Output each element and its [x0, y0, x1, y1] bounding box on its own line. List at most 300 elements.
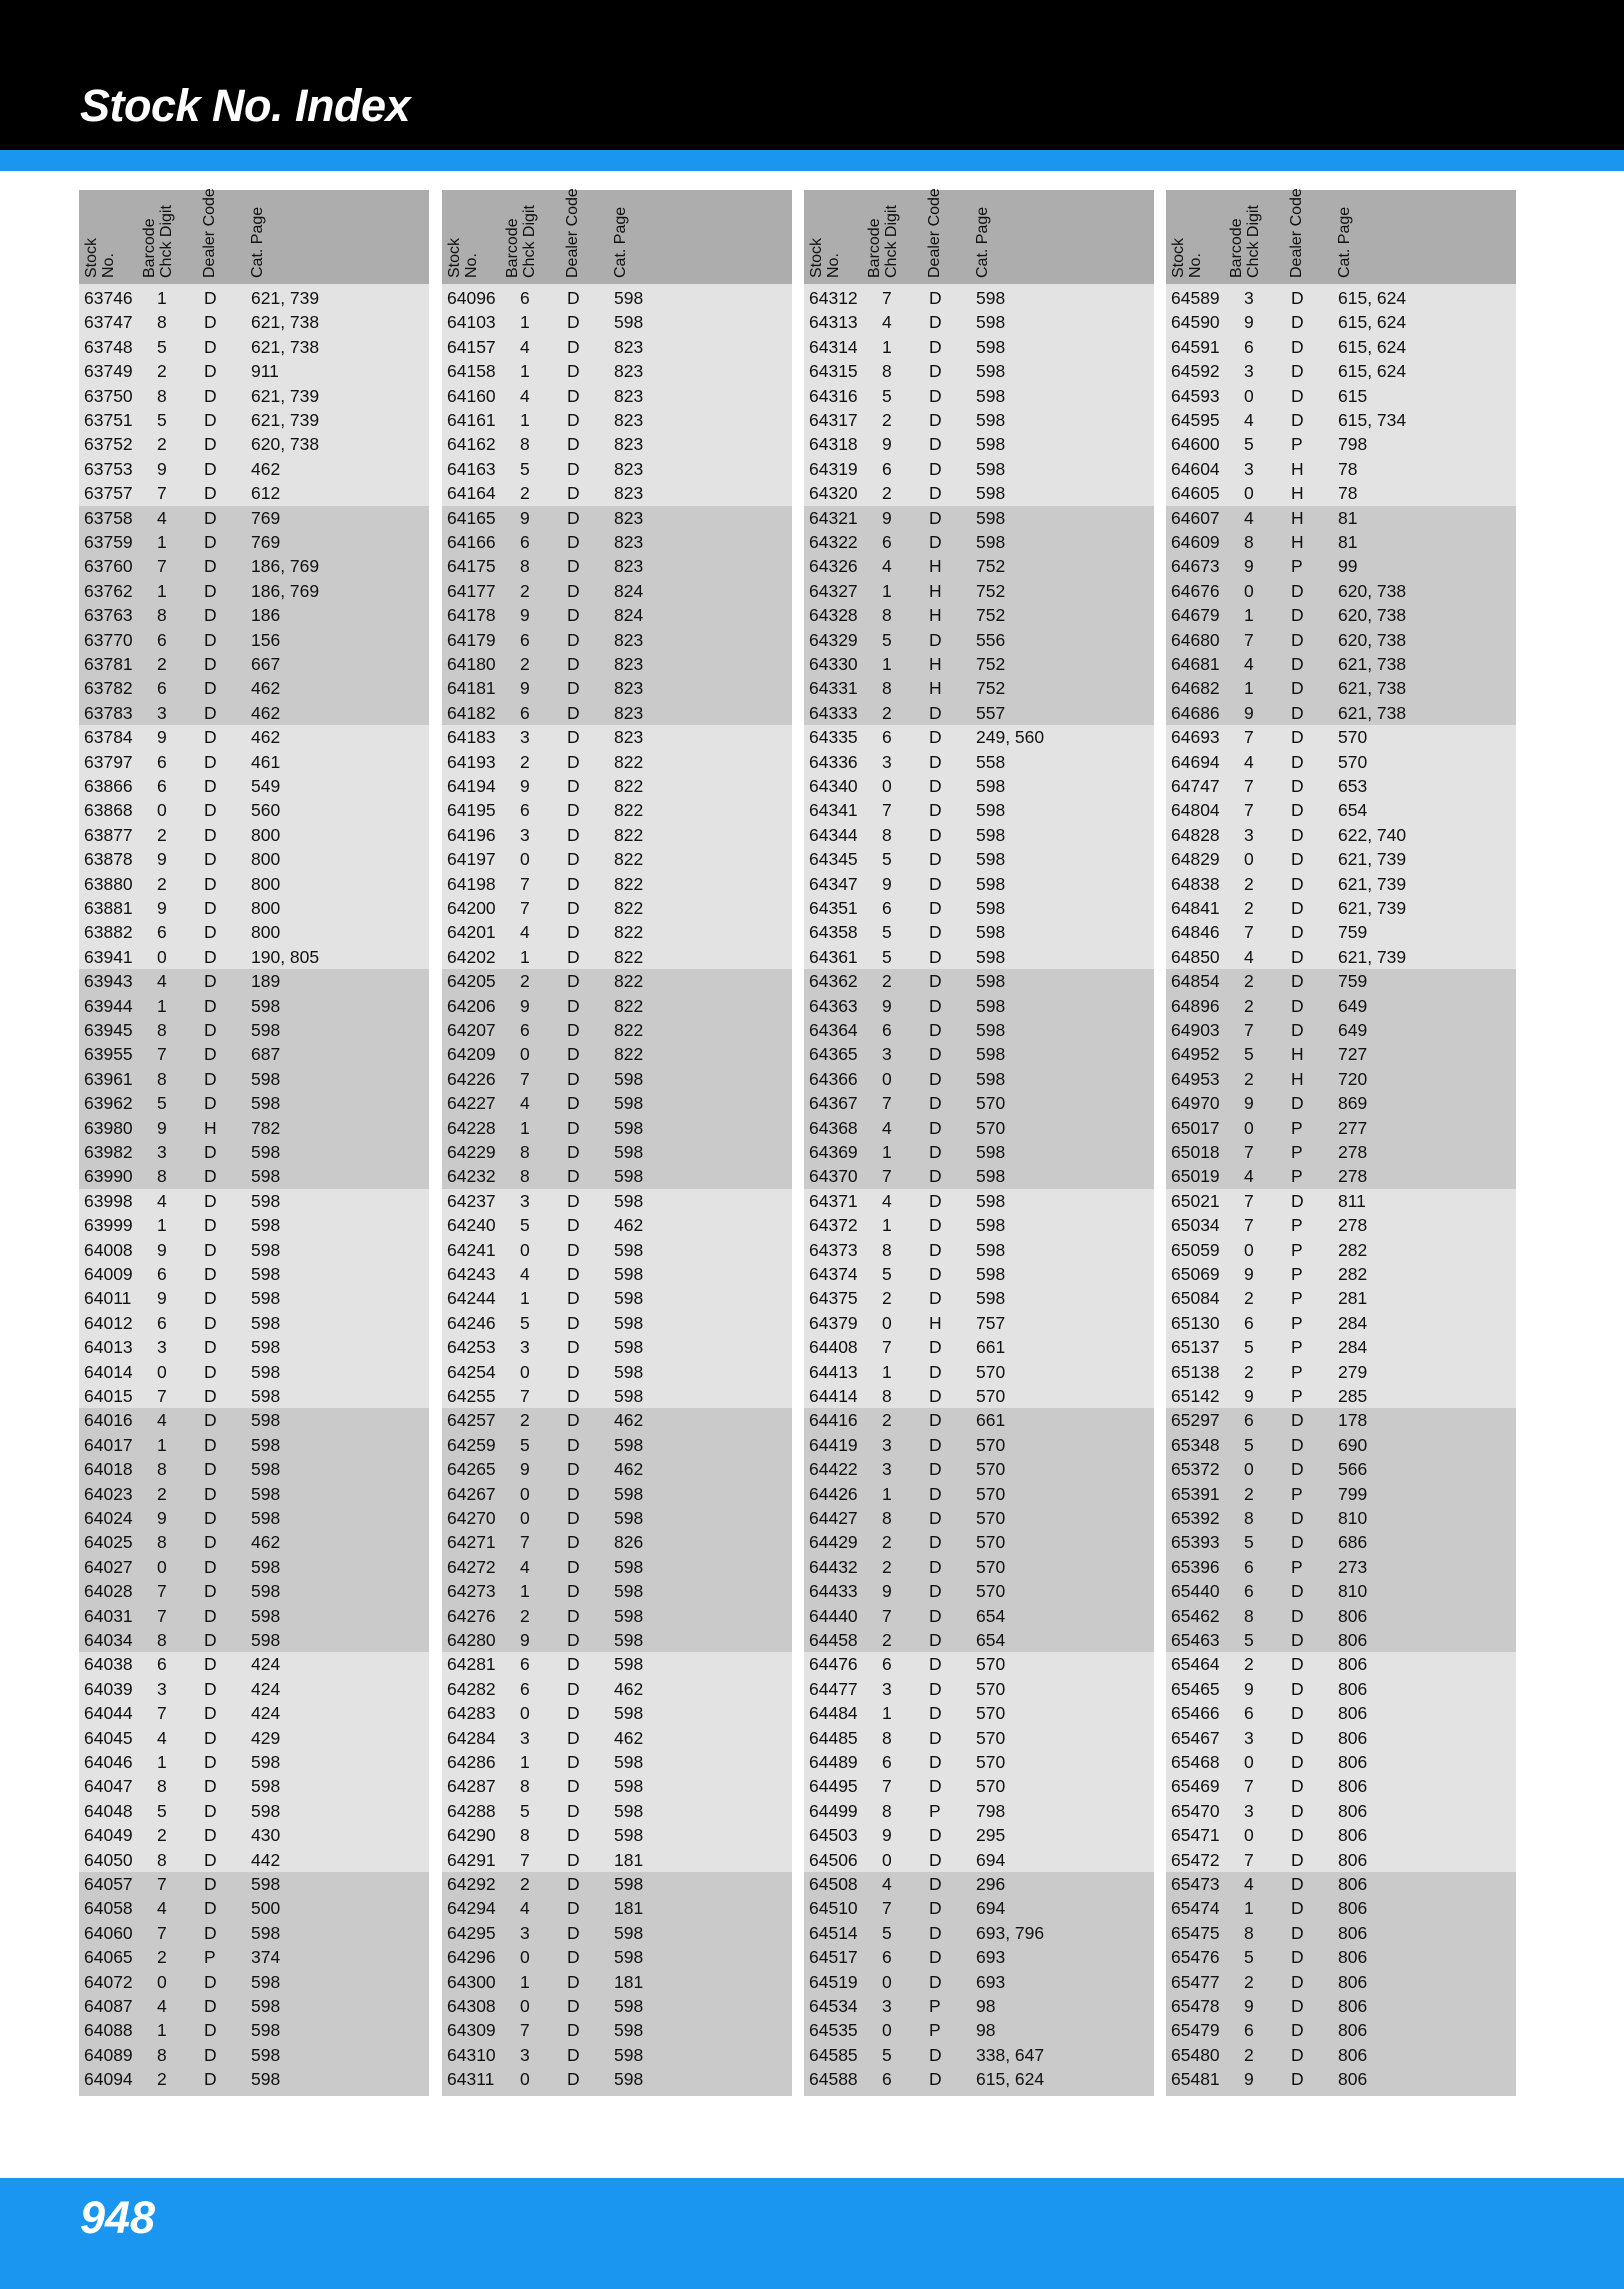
catalog-page: 570 — [1338, 727, 1368, 748]
dealer-code: D — [204, 1898, 217, 1919]
dealer-code: D — [567, 1263, 580, 1284]
catalog-page: 570 — [976, 1751, 1006, 1772]
catalog-page: 189 — [251, 971, 281, 992]
table-row — [79, 945, 429, 969]
stock-number: 64854 — [1171, 971, 1220, 992]
stock-number: 64182 — [447, 702, 496, 723]
catalog-page: 598 — [251, 1190, 281, 1211]
table-row — [79, 750, 429, 774]
header-accent-stripe — [0, 150, 1624, 171]
dealer-code: D — [204, 580, 217, 601]
table-row — [1166, 1067, 1516, 1091]
dealer-code: D — [204, 678, 217, 699]
dealer-code: H — [1291, 1068, 1304, 1089]
table-row — [804, 1091, 1154, 1115]
table-row — [1166, 1408, 1516, 1432]
stock-number: 64311 — [447, 2069, 495, 2090]
catalog-page: 752 — [976, 580, 1006, 601]
stock-number: 65372 — [1171, 1459, 1220, 1480]
catalog-page: 598 — [251, 1239, 281, 1260]
catalog-page: 598 — [976, 922, 1006, 943]
dealer-code: D — [567, 873, 580, 894]
check-digit: 6 — [1244, 336, 1254, 357]
stock-number: 64503 — [809, 1825, 858, 1846]
table-row — [79, 1506, 429, 1530]
catalog-page: 649 — [1338, 995, 1368, 1016]
stock-number: 64315 — [809, 361, 858, 382]
catalog-page: 822 — [614, 751, 644, 772]
catalog-page: 693 — [976, 1947, 1006, 1968]
check-digit: 4 — [157, 971, 167, 992]
stock-number: 64419 — [809, 1434, 858, 1455]
catalog-page: 598 — [614, 1947, 644, 1968]
check-digit: 6 — [520, 629, 530, 650]
check-digit: 3 — [520, 1727, 530, 1748]
table-row — [804, 896, 1154, 920]
table-row — [804, 1140, 1154, 1164]
catalog-page: 598 — [251, 1019, 281, 1040]
dealer-code: D — [929, 1703, 942, 1724]
table-row — [804, 408, 1154, 432]
table-row — [804, 1872, 1154, 1896]
catalog-page: 911 — [251, 361, 279, 382]
catalog-page: 806 — [1338, 1703, 1368, 1724]
stock-number: 64209 — [447, 1044, 496, 1065]
catalog-page: 181 — [614, 1971, 644, 1992]
stock-number: 64246 — [447, 1312, 496, 1333]
table-row — [1166, 1213, 1516, 1237]
stock-number: 65463 — [1171, 1629, 1220, 1650]
dealer-code: D — [1291, 702, 1304, 723]
stock-number: 64366 — [809, 1068, 858, 1089]
table-row — [79, 1604, 429, 1628]
check-digit: 3 — [1244, 824, 1254, 845]
stock-number: 64322 — [809, 531, 858, 552]
stock-number: 64195 — [447, 800, 496, 821]
dealer-code: H — [1291, 458, 1304, 479]
catalog-page: 800 — [251, 873, 281, 894]
stock-number: 64604 — [1171, 458, 1220, 479]
stock-number: 64094 — [84, 2069, 133, 2090]
table-row — [804, 1360, 1154, 1384]
check-digit: 1 — [882, 1483, 892, 1504]
stock-number: 64489 — [809, 1751, 858, 1772]
stock-number: 64038 — [84, 1654, 133, 1675]
dealer-code: P — [204, 1947, 216, 1968]
catalog-page: 667 — [251, 653, 281, 674]
check-digit: 2 — [520, 1874, 530, 1894]
dealer-code: D — [204, 1581, 217, 1602]
dealer-code: D — [567, 1874, 580, 1894]
dealer-code: P — [929, 2020, 941, 2041]
catalog-page: 752 — [976, 556, 1006, 577]
catalog-page: 769 — [251, 507, 281, 528]
catalog-page: 570 — [976, 1581, 1006, 1602]
check-digit: 4 — [520, 1556, 530, 1577]
stock-number: 64201 — [447, 922, 496, 943]
check-digit: 9 — [520, 507, 530, 528]
index-column-4 — [1166, 190, 1516, 2098]
stock-number: 64495 — [809, 1776, 858, 1797]
table-row — [442, 384, 792, 408]
stock-number: 65477 — [1171, 1971, 1220, 1992]
dealer-code: D — [1291, 849, 1304, 870]
dealer-code: D — [929, 531, 942, 552]
table-row — [1166, 1872, 1516, 1896]
dealer-code: D — [204, 361, 217, 382]
catalog-page: 462 — [614, 1727, 644, 1748]
dealer-code: D — [929, 385, 942, 406]
check-digit: 6 — [882, 727, 892, 748]
catalog-page: 598 — [976, 336, 1006, 357]
catalog-page: 296 — [976, 1874, 1006, 1894]
dealer-code: D — [204, 1751, 217, 1772]
catalog-page: 822 — [614, 946, 644, 967]
stock-number: 64015 — [84, 1385, 133, 1406]
dealer-code: D — [204, 1288, 217, 1309]
table-row — [1166, 335, 1516, 359]
check-digit: 1 — [520, 410, 530, 430]
stock-number: 63753 — [84, 458, 133, 479]
catalog-page: 598 — [251, 1068, 281, 1089]
dealer-code: D — [929, 775, 942, 796]
stock-number: 63783 — [84, 702, 133, 723]
dealer-code: D — [1291, 727, 1304, 748]
dealer-code: D — [567, 702, 580, 723]
dealer-code: D — [1291, 800, 1304, 821]
dealer-code: D — [204, 312, 217, 333]
check-digit: 7 — [157, 1874, 167, 1894]
dealer-code: P — [1291, 1166, 1303, 1187]
table-row — [442, 847, 792, 871]
dealer-code: D — [567, 1019, 580, 1040]
catalog-page: 800 — [251, 849, 281, 870]
stock-number: 64292 — [447, 1874, 496, 1894]
dealer-code: D — [204, 336, 217, 357]
catalog-page: 598 — [976, 361, 1006, 382]
check-digit: 6 — [882, 1019, 892, 1040]
check-digit: 5 — [882, 1263, 892, 1284]
table-row — [1166, 1896, 1516, 1920]
check-digit: 5 — [520, 1215, 530, 1236]
table-row — [804, 1823, 1154, 1847]
stock-number: 64609 — [1171, 531, 1220, 552]
stock-number: 63758 — [84, 507, 133, 528]
check-digit: 0 — [882, 1849, 892, 1870]
table-row — [804, 1262, 1154, 1286]
catalog-page: 98 — [976, 2020, 996, 2041]
dealer-code: D — [204, 1556, 217, 1577]
check-digit: 4 — [882, 1190, 892, 1211]
catalog-page: 822 — [614, 873, 644, 894]
dealer-code: D — [929, 849, 942, 870]
catalog-page: 822 — [614, 995, 644, 1016]
dealer-code: D — [204, 1483, 217, 1504]
check-digit: 5 — [520, 1434, 530, 1455]
stock-number: 64426 — [809, 1483, 858, 1504]
check-digit: 1 — [882, 1361, 892, 1382]
check-digit: 1 — [520, 1117, 530, 1138]
dealer-code: D — [1291, 922, 1304, 943]
catalog-page: 598 — [251, 1093, 281, 1114]
stock-number: 65480 — [1171, 2044, 1220, 2065]
dealer-code: D — [1291, 1898, 1304, 1919]
catalog-page: 273 — [1338, 1556, 1368, 1577]
stock-number: 64291 — [447, 1849, 496, 1870]
table-row — [804, 1189, 1154, 1213]
check-digit: 0 — [882, 1971, 892, 1992]
stock-number: 64364 — [809, 1019, 858, 1040]
check-digit: 6 — [520, 702, 530, 723]
stock-number: 64374 — [809, 1263, 858, 1284]
check-digit: 9 — [1244, 1385, 1254, 1406]
check-digit: 3 — [1244, 458, 1254, 479]
catalog-page: 759 — [1338, 971, 1368, 992]
check-digit: 2 — [1244, 873, 1254, 894]
check-digit: 2 — [882, 1532, 892, 1553]
stock-number: 64328 — [809, 605, 858, 626]
catalog-page: 556 — [976, 629, 1006, 650]
row-group — [1166, 506, 1516, 726]
table-row — [1166, 1652, 1516, 1676]
table-row — [1166, 1799, 1516, 1823]
table-row — [442, 1628, 792, 1652]
check-digit: 1 — [157, 1434, 167, 1455]
check-digit: 5 — [882, 1922, 892, 1943]
check-digit: 1 — [882, 1703, 892, 1724]
check-digit: 1 — [882, 653, 892, 674]
dealer-code: D — [1291, 1751, 1304, 1772]
catalog-page: 598 — [614, 1581, 644, 1602]
stock-number: 64591 — [1171, 336, 1220, 357]
dealer-code: D — [204, 507, 217, 528]
dealer-code: P — [1291, 1483, 1303, 1504]
stock-number: 63990 — [84, 1166, 133, 1187]
stock-number: 64841 — [1171, 897, 1220, 918]
stock-number: 64243 — [447, 1263, 496, 1284]
table-row — [442, 1286, 792, 1310]
check-digit: 9 — [1244, 312, 1254, 333]
stock-number: 63961 — [84, 1068, 133, 1089]
check-digit: 7 — [882, 800, 892, 821]
column-header — [804, 190, 1154, 284]
check-digit: 2 — [157, 1825, 167, 1846]
catalog-page: 570 — [976, 1117, 1006, 1138]
table-row — [1166, 432, 1516, 456]
catalog-page: 752 — [976, 653, 1006, 674]
check-digit: 6 — [882, 897, 892, 918]
catalog-page: 824 — [614, 605, 644, 626]
catalog-page: 181 — [614, 1849, 644, 1870]
catalog-page: 598 — [251, 1922, 281, 1943]
dealer-code: D — [204, 995, 217, 1016]
dealer-code: D — [204, 1068, 217, 1089]
table-row — [79, 676, 429, 700]
table-row — [1166, 1579, 1516, 1603]
stock-number: 64693 — [1171, 727, 1220, 748]
dealer-code: D — [567, 1751, 580, 1772]
check-digit: 3 — [520, 824, 530, 845]
dealer-code: D — [567, 483, 580, 504]
stock-number: 64244 — [447, 1288, 496, 1309]
check-digit: 3 — [520, 1922, 530, 1943]
check-digit: 2 — [157, 361, 167, 382]
stock-number: 64206 — [447, 995, 496, 1016]
stock-number: 63748 — [84, 336, 133, 357]
table-row — [442, 750, 792, 774]
stock-number: 64241 — [447, 1239, 496, 1260]
catalog-page: 806 — [1338, 1874, 1368, 1894]
stock-number: 64361 — [809, 946, 858, 967]
dealer-code: D — [567, 897, 580, 918]
catalog-page: 824 — [614, 580, 644, 601]
dealer-code: D — [567, 1410, 580, 1431]
catalog-page: 462 — [614, 1215, 644, 1236]
catalog-page: 598 — [251, 1800, 281, 1821]
dealer-code: H — [1291, 483, 1304, 504]
catalog-page: 99 — [1338, 556, 1358, 577]
check-digit: 9 — [1244, 1678, 1254, 1699]
dealer-code: P — [1291, 1337, 1303, 1358]
check-digit: 1 — [1244, 678, 1254, 699]
check-digit: 2 — [1244, 1288, 1254, 1309]
row-group — [1166, 1872, 1516, 2096]
table-row — [79, 1750, 429, 1774]
table-row — [1166, 823, 1516, 847]
dealer-code: D — [929, 507, 942, 528]
check-digit: 9 — [882, 1581, 892, 1602]
table-row — [442, 676, 792, 700]
catalog-page: 462 — [251, 702, 281, 723]
check-digit: 5 — [520, 1312, 530, 1333]
row-group — [804, 969, 1154, 1189]
catalog-page: 823 — [614, 556, 644, 577]
dealer-code: D — [567, 1093, 580, 1114]
dealer-code: D — [1291, 1434, 1304, 1455]
header-check-digit: Barcode Chck Digit — [141, 205, 175, 278]
dealer-code: D — [567, 434, 580, 455]
stock-number: 64178 — [447, 605, 496, 626]
row-group — [804, 506, 1154, 726]
dealer-code: P — [1291, 1215, 1303, 1236]
stock-number: 64229 — [447, 1141, 496, 1162]
header-cat-page: Cat. Page — [612, 206, 629, 278]
catalog-page: 806 — [1338, 1849, 1368, 1870]
stock-number: 64896 — [1171, 995, 1220, 1016]
catalog-page: 570 — [976, 1459, 1006, 1480]
table-row — [1166, 750, 1516, 774]
table-row — [79, 1189, 429, 1213]
check-digit: 0 — [520, 1483, 530, 1504]
stock-number: 64336 — [809, 751, 858, 772]
dealer-code: D — [929, 1117, 942, 1138]
catalog-page: 686 — [1338, 1532, 1368, 1553]
dealer-code: D — [204, 1703, 217, 1724]
dealer-code: D — [1291, 1800, 1304, 1821]
table-row — [79, 506, 429, 530]
check-digit: 0 — [520, 1361, 530, 1382]
stock-number: 64198 — [447, 873, 496, 894]
check-digit: 7 — [157, 1605, 167, 1626]
catalog-page: 557 — [976, 702, 1006, 723]
check-digit: 7 — [1244, 1849, 1254, 1870]
stock-number: 64506 — [809, 1849, 858, 1870]
table-row — [442, 432, 792, 456]
stock-number: 65142 — [1171, 1385, 1220, 1406]
dealer-code: D — [1291, 1947, 1304, 1968]
table-row — [442, 1701, 792, 1725]
table-row — [1166, 628, 1516, 652]
table-row — [1166, 896, 1516, 920]
dealer-code: D — [1291, 629, 1304, 650]
table-row — [79, 969, 429, 993]
catalog-page: 621, 739 — [1338, 946, 1407, 967]
table-row — [442, 701, 792, 725]
catalog-page: 500 — [251, 1898, 281, 1919]
table-row — [1166, 798, 1516, 822]
dealer-code: D — [929, 483, 942, 504]
table-row — [79, 1726, 429, 1750]
stock-number: 64358 — [809, 922, 858, 943]
catalog-page: 598 — [251, 1629, 281, 1650]
stock-number: 64429 — [809, 1532, 858, 1553]
stock-number: 65348 — [1171, 1434, 1220, 1455]
catalog-page: 782 — [251, 1117, 281, 1138]
dealer-code: D — [567, 1581, 580, 1602]
table-row — [1166, 945, 1516, 969]
header-cat-page: Cat. Page — [249, 206, 266, 278]
stock-number: 63943 — [84, 971, 133, 992]
catalog-page: 98 — [976, 1996, 996, 2016]
catalog-page: 823 — [614, 629, 644, 650]
dealer-code: D — [204, 1776, 217, 1797]
catalog-page: 806 — [1338, 1654, 1368, 1675]
check-digit: 0 — [157, 1361, 167, 1382]
check-digit: 4 — [882, 312, 892, 333]
dealer-code: D — [204, 800, 217, 821]
check-digit: 2 — [882, 483, 892, 504]
stock-number: 65468 — [1171, 1751, 1220, 1772]
stock-number: 64320 — [809, 483, 858, 504]
stock-number: 64333 — [809, 702, 858, 723]
table-row — [79, 2067, 429, 2091]
row-group — [79, 284, 429, 506]
catalog-page: 598 — [614, 1751, 644, 1772]
stock-number: 64183 — [447, 727, 496, 748]
table-row — [1166, 1286, 1516, 1310]
catalog-page: 615, 624 — [1338, 361, 1407, 382]
catalog-page: 598 — [614, 1825, 644, 1846]
dealer-code: D — [567, 800, 580, 821]
catalog-page: 823 — [614, 385, 644, 406]
header-dealer-code: Dealer Code — [201, 188, 218, 278]
catalog-page: 598 — [614, 1068, 644, 1089]
column-header — [1166, 190, 1516, 284]
check-digit: 2 — [1244, 1971, 1254, 1992]
stock-number: 64340 — [809, 775, 858, 796]
dealer-code: H — [929, 653, 942, 674]
table-row — [804, 1604, 1154, 1628]
table-row — [442, 896, 792, 920]
catalog-page: 598 — [251, 1337, 281, 1358]
table-row — [79, 1652, 429, 1676]
table-row — [442, 457, 792, 481]
dealer-code: D — [567, 1459, 580, 1480]
catalog-page: 462 — [614, 1678, 644, 1699]
table-row — [442, 530, 792, 554]
check-digit: 5 — [882, 629, 892, 650]
catalog-page: 598 — [251, 1410, 281, 1431]
